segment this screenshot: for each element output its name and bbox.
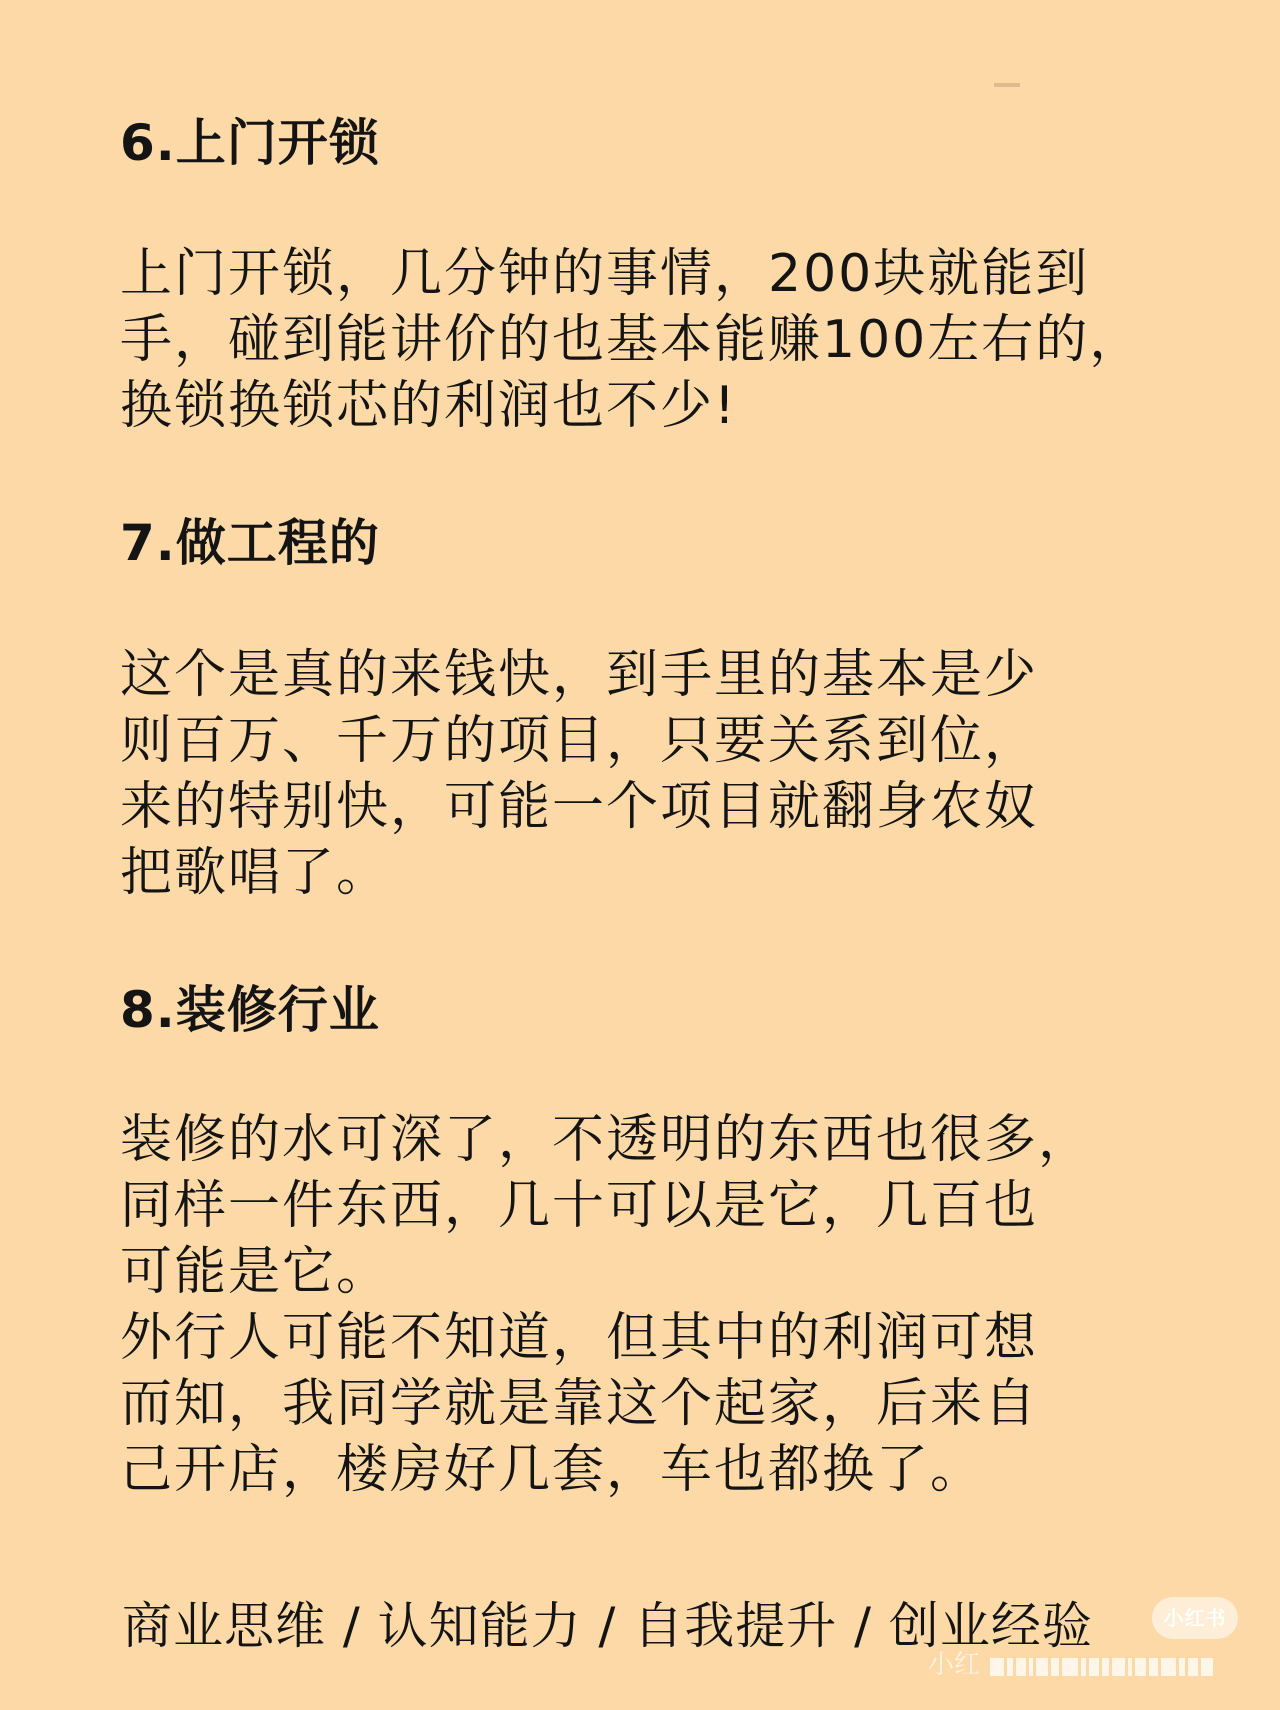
section-heading-8: 8.装修行业: [120, 981, 380, 1039]
section-heading-7: 7.做工程的: [120, 514, 380, 572]
topic-tags: 商业思维 / 认知能力 / 自我提升 / 创业经验: [122, 1597, 1093, 1655]
watermark-text: 小红: [928, 1650, 981, 1680]
watermark-id-bars: [990, 1656, 1240, 1678]
corner-mark: [994, 83, 1020, 87]
section-body-6: 上门开锁，几分钟的事情，200块就能到 手，碰到能讲价的也基本能赚100左右的， 换锁换锁芯的利润也不少!: [120, 244, 1144, 436]
section-heading-6: 6.上门开锁: [120, 114, 380, 172]
section-body-7: 这个是真的来钱快，到手里的基本是少 则百万、千万的项目，只要关系到位， 来的特别快，可能一个项目就翻身农奴 把歌唱了。: [120, 645, 1039, 903]
section-body-8: 装修的水可深了，不透明的东西也很多， 同样一件东西，几十可以是它，几百也 可能是它。 外行人可能不知道，但其中的利润可想 而知，我同学就是靠这个起家，后来自 己开店，楼房好几套，车也都换了。: [120, 1110, 1093, 1500]
xiaohongshu-watermark-badge: 小红书: [1152, 1597, 1238, 1639]
